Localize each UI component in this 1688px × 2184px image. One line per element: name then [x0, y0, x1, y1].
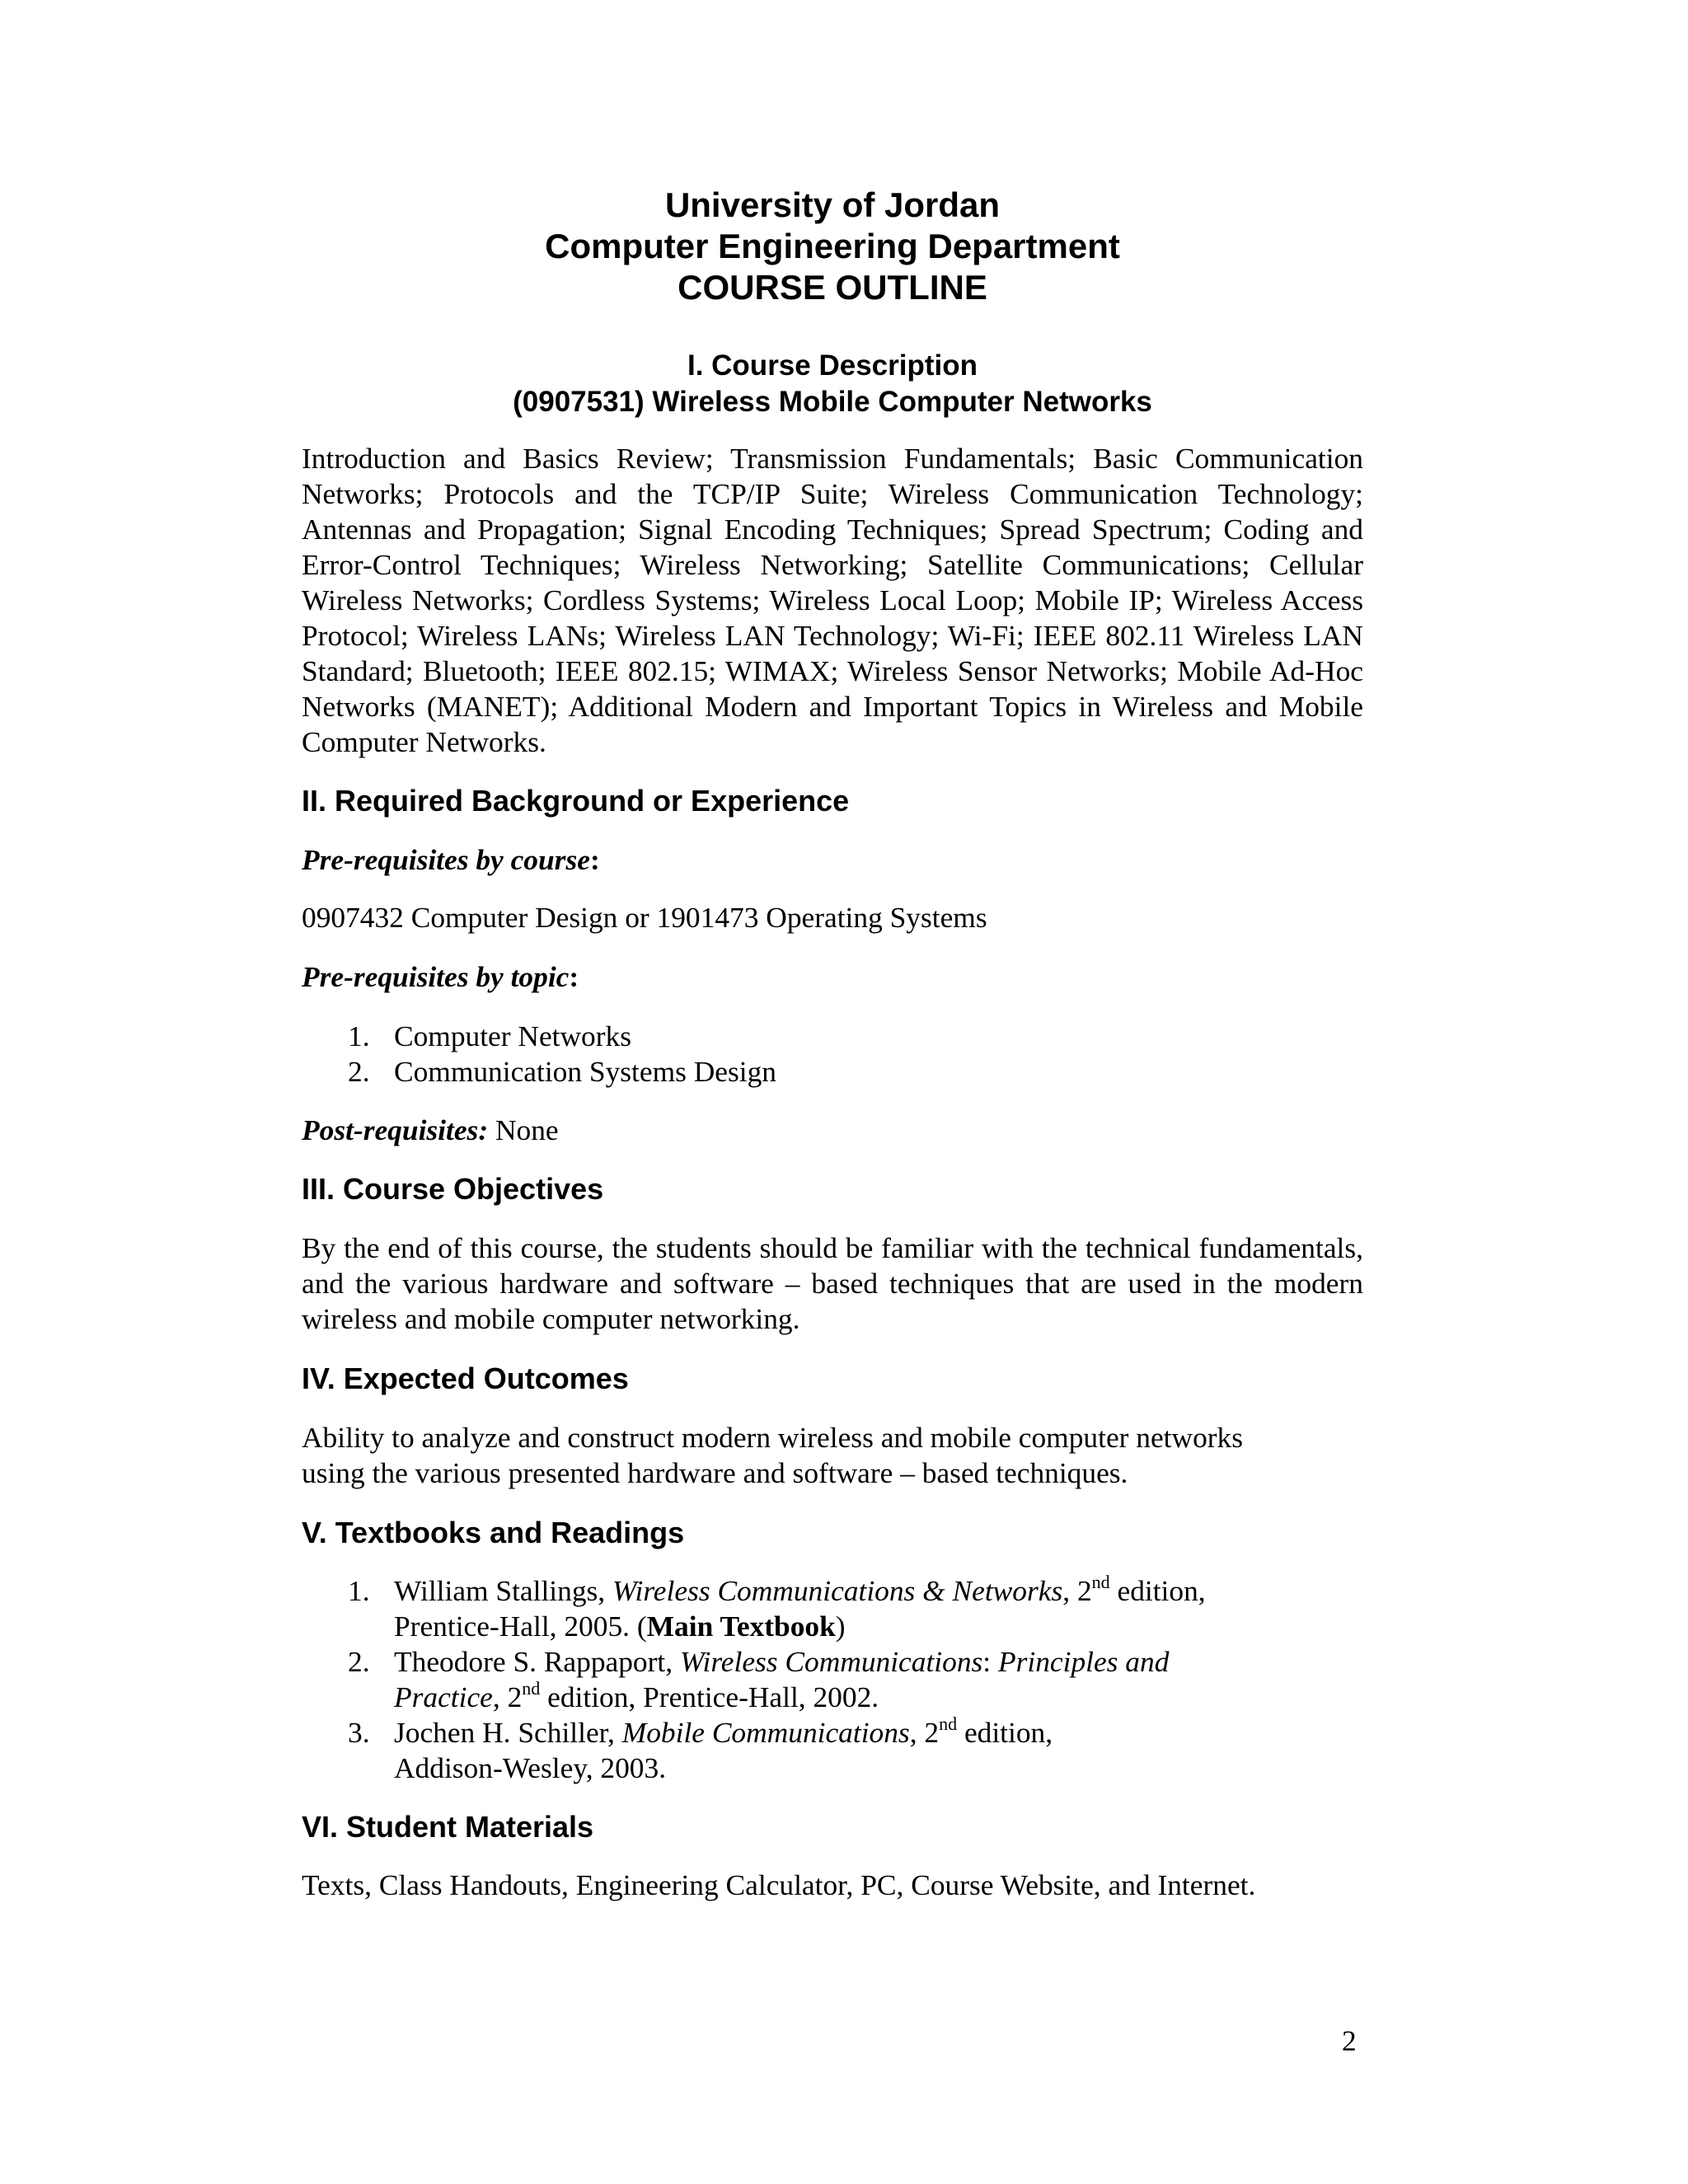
list-item: 2. Communication Systems Design	[348, 1055, 777, 1088]
section-heading-background: II. Required Background or Experience	[302, 784, 850, 818]
list-item: 3. Jochen H. Schiller, Mobile Communications, 2nd edition, Addison-Wesley, 2003.	[348, 1713, 1053, 1784]
list-item: 1. Computer Networks	[348, 1019, 631, 1052]
prereq-course-label-line	[302, 842, 1363, 878]
outcomes-text: Ability to analyze and construct modern wireless and mobile computer networks using the various presented hardware and software – based techniques.	[302, 1421, 1244, 1489]
document-header	[302, 185, 1363, 308]
postreq-line	[302, 1113, 1363, 1148]
section-heading-materials: VI. Student Materials	[302, 1810, 594, 1844]
textbook-list	[302, 1573, 1363, 1786]
list-item: 1. William Stallings, Wireless Communications & Networks, 2nd edition, Prentice-Hall, 2005. (Main Textbook)	[348, 1572, 1206, 1643]
prereq-topic-label: Pre-requisites by topic	[302, 960, 570, 993]
section-heading-outcomes: IV. Expected Outcomes	[302, 1361, 629, 1395]
section-heading-course-description: I. Course Description	[687, 349, 978, 382]
prereq-course-colon: :	[589, 843, 600, 876]
prereq-course-text: 0907432 Computer Design or 1901473 Operating Systems	[302, 901, 987, 934]
prereq-topic-label-line	[302, 959, 1363, 995]
university-name: University of Jordan	[664, 185, 1001, 224]
postreq-value: None	[488, 1113, 559, 1146]
prereq-topic-list	[302, 1019, 1363, 1090]
section-heading-textbooks: V. Textbooks and Readings	[302, 1516, 685, 1549]
prereq-topic-colon: :	[569, 960, 579, 993]
department-name: Computer Engineering Department	[545, 227, 1120, 265]
objectives-text: By the end of this course, the students should be familiar with the technical fundamentals, and the various hardware and software – based techniques that are used in the modern wireless and mobile computer networking.	[302, 1231, 1363, 1335]
course-title: (0907531) Wireless Mobile Computer Networks	[513, 386, 1152, 418]
section-heading-objectives: III. Course Objectives	[302, 1172, 604, 1206]
page-number: 2	[1342, 2024, 1357, 2057]
prereq-course-label: Pre-requisites by course	[302, 843, 590, 876]
materials-text: Texts, Class Handouts, Engineering Calculator, PC, Course Website, and Internet.	[302, 1868, 1256, 1901]
document-title: COURSE OUTLINE	[678, 268, 987, 307]
course-description-header	[302, 348, 1363, 420]
postreq-label: Post-requisites:	[302, 1113, 489, 1146]
list-item: 2. Theodore S. Rappaport, Wireless Communications: Principles and Practice, 2nd edition, Prentice-Hall, 2002.	[348, 1645, 1170, 1713]
course-description-text: Introduction and Basics Review; Transmission Fundamentals; Basic Communication Networks; Protocols and the TCP/IP Suite; Wireless Communication Technology; Antennas and Propagation; Signal Encoding Techniques; Spread Spectrum; Coding and Error-Control Techniques; Wireless Networking; Satellite Communications; Cellular Wireless Networks; Cordless Systems; Wireless Local Loop; Mobile IP; Wireless Access Protocol; Wireless LANs; Wireless LAN Technology; Wi-Fi; IEEE 802.11 Wireless LAN Standard; Bluetooth; IEEE 802.15; WIMAX; Wireless Sensor Networks; Mobile Ad-Hoc Networks (MANET); Additional Modern and Important Topics in Wireless and Mobile Computer Networks.	[302, 442, 1363, 758]
